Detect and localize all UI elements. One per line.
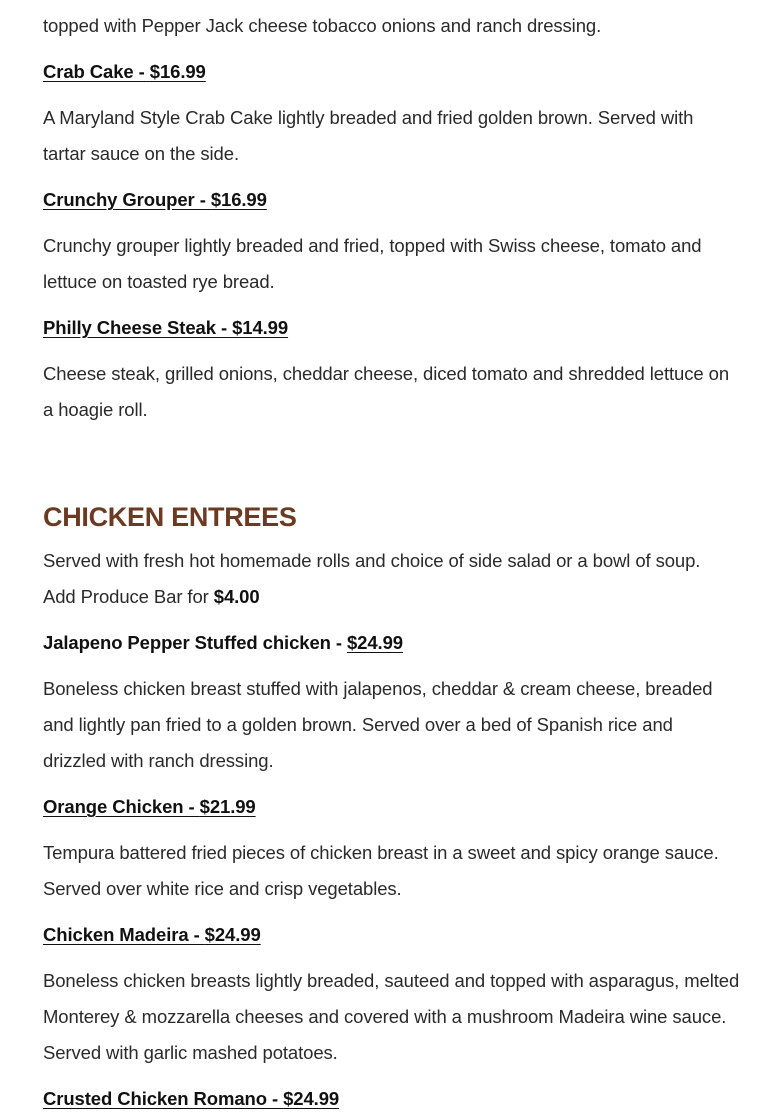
item-description: topped with Pepper Jack cheese tobacco onions and ranch dressing. (43, 15, 602, 36)
menu-item-title (43, 921, 261, 949)
menu-item-name: Crab Cake - (43, 61, 150, 82)
section-intro-text: Served with fresh hot homemade rolls and choice of side salad or a bowl of soup. Add Produce Bar for (43, 550, 701, 607)
menu-item-price: $16.99 (210, 189, 267, 210)
item-description: Boneless chicken breasts lightly breaded, sauteed and topped with asparagus, melted Monterey & mozzarella cheeses and covered with a mushroom Madeira wine sauce. Served with garlic mashed potatoes. (43, 970, 740, 1063)
menu-item-price: $21.99 (199, 796, 256, 817)
menu-item-name: Crusted Chicken Romano - (43, 1088, 284, 1109)
menu-item-name: Crunchy Grouper - (43, 189, 211, 210)
menu-item-price: $24.99 (204, 924, 261, 945)
item-description: Boneless chicken breast stuffed with jalapenos, cheddar & cream cheese, breaded and lightly pan fried to a golden brown. Served over a bed of Spanish rice and drizzled with ranch dressing. (43, 678, 713, 771)
section-intro (43, 543, 733, 615)
menu-item-title (43, 793, 256, 821)
item-description: Tempura battered fried pieces of chicken breast in a sweet and spicy orange sauce. Served over white rice and crisp vegetables. (43, 842, 719, 899)
menu-item-title (43, 58, 206, 86)
menu-item-title (43, 1085, 339, 1113)
section-title: CHICKEN ENTREES (43, 502, 297, 532)
item-description: A Maryland Style Crab Cake lightly breaded and fried golden brown. Served with tartar sauce on the side. (43, 107, 694, 164)
menu-item-title (43, 629, 403, 657)
item-description: Cheese steak, grilled onions, cheddar cheese, diced tomato and shredded lettuce on a hoagie roll. (43, 363, 730, 420)
menu-item-title (43, 314, 288, 342)
menu-item-name: Chicken Madeira - (43, 924, 205, 945)
produce-bar-price: $4.00 (213, 586, 260, 607)
menu-item-name: Orange Chicken - (43, 796, 200, 817)
menu-item-name: Philly Cheese Steak - (43, 317, 233, 338)
menu-item-price: $24.99 (346, 632, 403, 653)
menu-item-price: $24.99 (283, 1088, 340, 1109)
menu-item-price: $14.99 (232, 317, 289, 338)
menu-item-price: $16.99 (149, 61, 206, 82)
menu-item-title (43, 186, 267, 214)
menu-item-name: Jalapeno Pepper Stuffed chicken - (43, 632, 347, 653)
item-description: Crunchy grouper lightly breaded and fried, topped with Swiss cheese, tomato and lettuce on toasted rye bread. (43, 235, 702, 292)
